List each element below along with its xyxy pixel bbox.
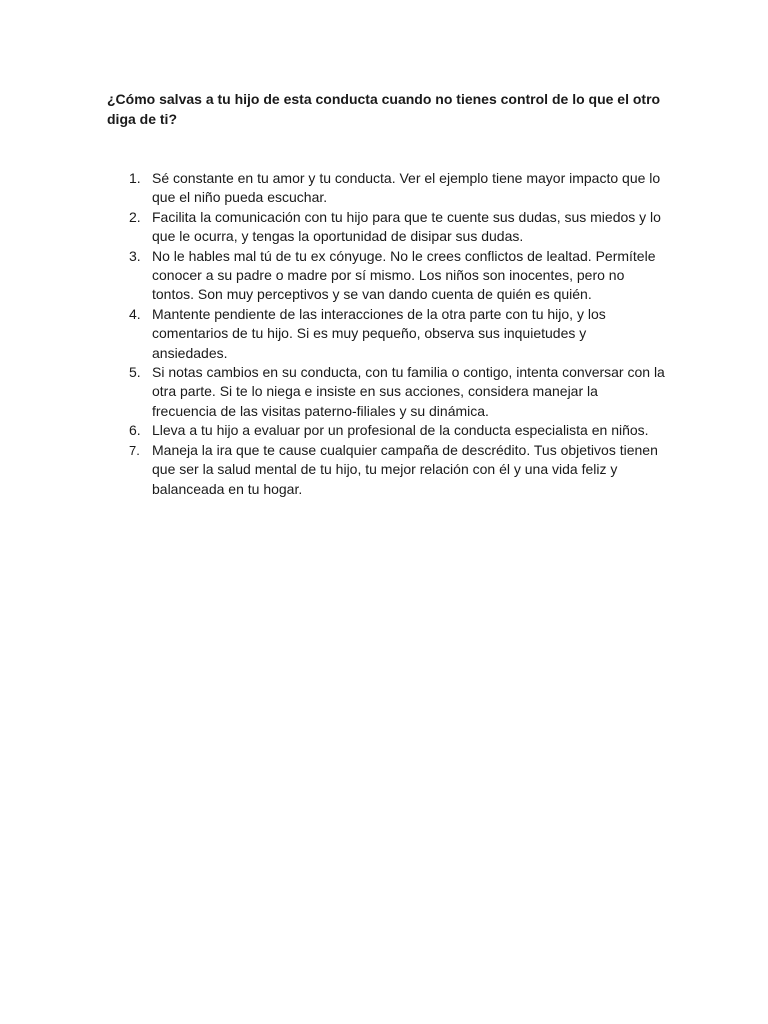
list-item — [129, 247, 665, 305]
tips-list — [129, 169, 665, 499]
list-item-number: 1. — [129, 170, 141, 186]
list-item-text: No le hables mal tú de tu ex cónyuge. No le crees conflictos de lealtad. Permítele conocer a su padre o madre por sí mismo. Los niños son inocentes, pero no tontos. Son muy perceptivos y se van dando cuenta de quién es quién. — [152, 247, 656, 303]
list-item — [129, 208, 665, 247]
list-item-text: Mantente pendiente de las interacciones de la otra parte con tu hijo, y los comentarios de tu hijo. Si es muy pequeño, observa sus inquietudes y ansiedades. — [152, 305, 606, 361]
list-item-number: 3. — [129, 247, 141, 264]
list-item-text: Sé constante en tu amor y tu conducta. Ver el ejemplo tiene mayor impacto que lo que el niño pueda escuchar. — [152, 170, 661, 206]
question-heading: ¿Cómo salvas a tu hijo de esta conducta cuando no tienes control de lo que el otro diga de ti? — [107, 91, 661, 127]
list-item — [129, 169, 665, 208]
list-item-number: 6. — [129, 422, 141, 439]
list-item-number: 7. — [129, 442, 140, 458]
list-item-text: Si notas cambios en su conducta, con tu familia o contigo, intenta conversar con la otra parte. Si te lo niega e insiste en sus acciones, considera manejar la frecuencia de las visitas paterno-filiales y su dinámica. — [152, 364, 665, 419]
list-item — [129, 305, 665, 363]
list-item-number: 5. — [129, 364, 141, 381]
list-item — [129, 441, 665, 499]
list-item-number: 2. — [129, 208, 141, 225]
list-item-number: 4. — [129, 305, 141, 322]
list-item — [129, 421, 665, 440]
list-item-text: Lleva a tu hijo a evaluar por un profesional de la conducta especialista en niños. — [152, 422, 649, 439]
list-item-text: Facilita la comunicación con tu hijo para que te cuente sus dudas, sus miedos y lo que le ocurra, y tengas la oportunidad de disipar sus dudas. — [152, 208, 661, 245]
list-item — [129, 363, 665, 421]
list-item-text: Maneja la ira que te cause cualquier campaña de descrédito. Tus objetivos tienen que ser la salud mental de tu hijo, tu mejor relación con él y una vida feliz y balanceada en tu hogar. — [152, 441, 658, 497]
